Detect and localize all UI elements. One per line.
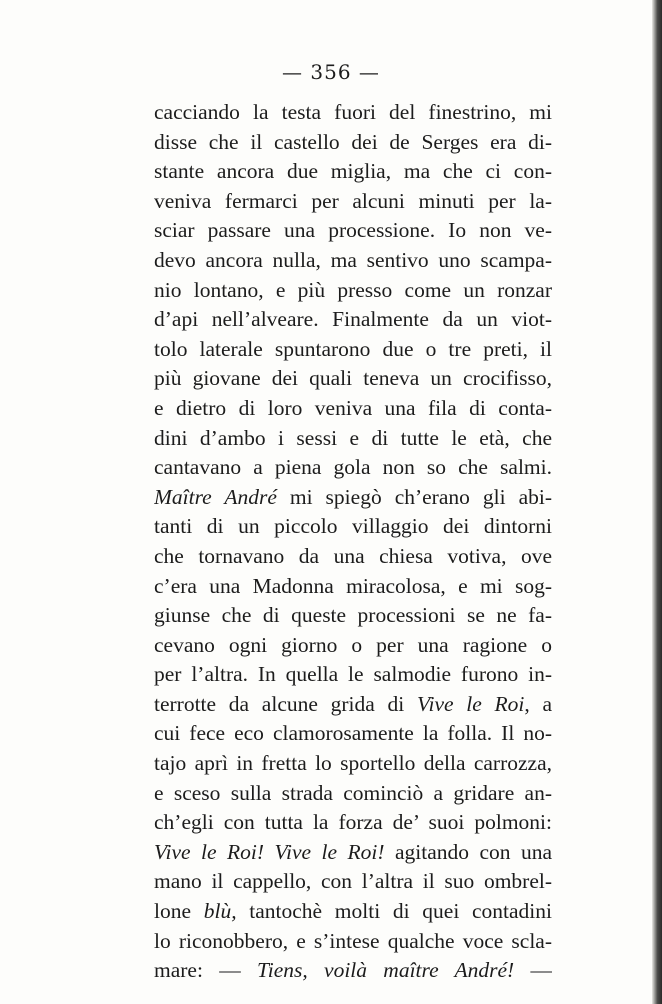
text-line [154,956,552,986]
text-segment: e sceso sulla strada cominciò a gridare an- [154,780,552,805]
text-line [154,660,552,690]
text-segment: nio lontano, e più presso come un ronzar [154,277,552,302]
text-segment: che tornavano da una chiesa votiva, ove [154,543,552,568]
text-line [154,483,552,513]
text-segment: disse che il castello dei de Serges era di- [154,129,552,154]
text-segment: cui fece eco clamorosamente la folla. Il no- [154,721,552,746]
text-segment: cantavano a piena gola non so che salmi. [154,455,552,480]
text-line [154,867,552,897]
text-segment: mi spiegò ch’erano gli abi- [276,484,552,509]
text-segment: lone [154,899,204,924]
text-line [154,98,552,128]
text-line [154,157,552,187]
page-number: — 356 — [282,60,380,84]
text-segment: agitando con una [384,839,552,864]
text-segment: tolo laterale spuntarono due o tre preti, il [154,336,552,361]
text-line [154,927,552,957]
italic-text-segment: Maître André [154,484,277,509]
text-line [154,453,552,483]
text-line [154,128,552,158]
text-segment: e dietro di loro veniva una fila di conta- [154,395,552,420]
text-segment: più giovane dei quali teneva un crocifisso, [154,366,552,391]
text-line [154,897,552,927]
text-line [154,424,552,454]
text-segment: devo ancora nulla, ma sentivo uno scampa- [154,247,552,272]
text-segment: ch’egli con tutta la forza de’ suoi polmoni: [154,810,552,835]
italic-text-segment: blù, [203,899,237,924]
text-segment: lo riconobbero, e s’intese qualche voce scla- [154,928,552,953]
text-segment: cacciando la testa fuori del finestrino, mi [154,100,552,124]
text-segment: stante ancora due miglia, ma che ci con- [154,159,552,184]
text-line [154,216,552,246]
text-segment: dini d’ambo i sessi e di tutte le età, che [154,425,552,450]
text-line [154,305,552,335]
text-line [154,335,552,365]
text-line [154,542,552,572]
text-segment: — [514,958,552,983]
text-line [154,838,552,868]
text-line [154,276,552,306]
text-line [154,512,552,542]
text-segment: d’api nell’alveare. Finalmente da un viot- [154,307,552,332]
body-text [154,98,552,986]
italic-text-segment: Tiens, voilà maître André! [256,958,515,983]
text-segment: sciar passare una processione. Io non ve- [154,218,552,243]
text-segment: giunse che di queste processioni se ne fa- [154,603,552,628]
text-segment: per l’altra. In quella le salmodie furono in- [154,662,552,687]
text-line [154,749,552,779]
text-line [154,690,552,720]
text-line [154,187,552,217]
text-segment: mano il cappello, con l’altra il suo ombrel- [154,869,552,894]
italic-text-segment: Vive le Roi [416,691,525,716]
text-line [154,246,552,276]
text-line [154,601,552,631]
text-line [154,572,552,602]
text-segment: terrotte da alcune grida di [154,691,417,716]
text-line [154,364,552,394]
text-line [154,631,552,661]
text-segment: c’era una Madonna miracolosa, e mi sog- [154,573,552,598]
page-edge-shadow [652,0,662,1004]
text-segment: mare: — [154,958,257,983]
text-segment: veniva fermarci per alcuni minuti per la- [154,188,552,213]
italic-text-segment: Vive le Roi! Vive le Roi! [154,839,385,864]
text-line [154,394,552,424]
text-segment: tantochè molti di quei contadini [236,899,552,924]
text-segment: tanti di un piccolo villaggio dei dintorni [154,514,552,539]
text-segment: tajo aprì in fretta lo sportello della carrozza, [154,751,552,776]
text-segment: , a [524,691,552,716]
text-line [154,779,552,809]
text-line [154,719,552,749]
text-line [154,808,552,838]
text-segment: cevano ogni giorno o per una ragione o [154,632,552,657]
